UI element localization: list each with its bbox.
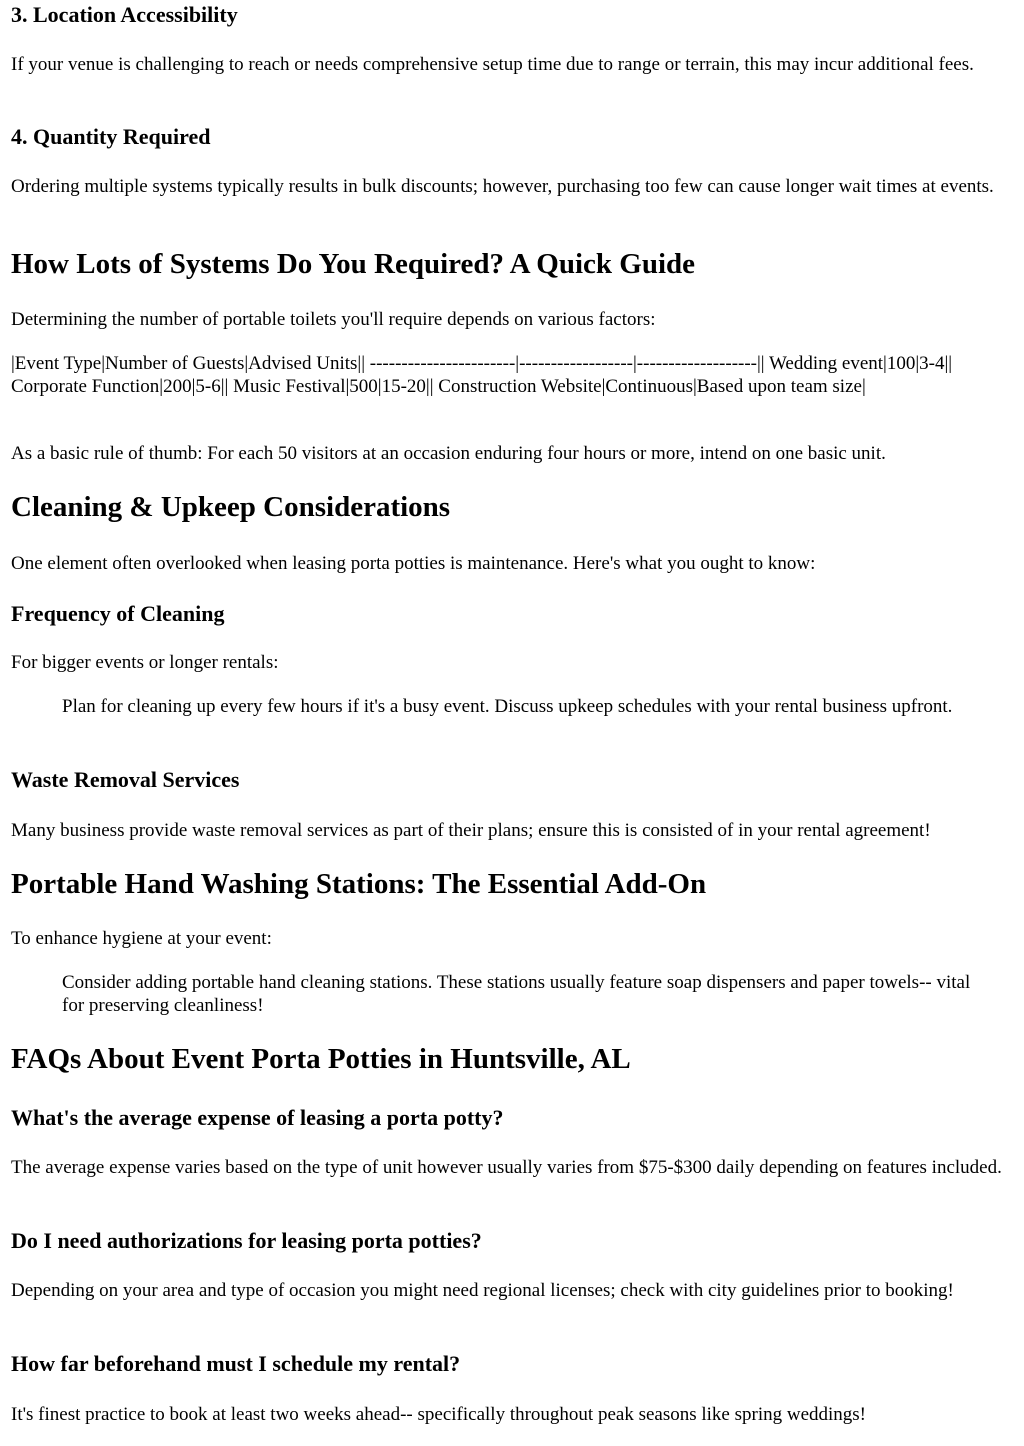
paragraph-units-table-text: |Event Type|Number of Guests|Advised Units|| -----------------------|------------------|-------------------|| Wedding event|100|3-4|| Corporate Function|200|5-6|| Music Festival|500|15-20|| Construction Website|Continuous|Based upon team size| <box>11 353 953 397</box>
heading-faqs: FAQs About Event Porta Potties in Huntsville, AL <box>11 1043 631 1075</box>
heading-quick-guide: How Lots of Systems Do You Required? A Quick Guide <box>11 248 696 280</box>
faq-question-authorizations: Do I need authorizations for leasing porta potties? <box>11 1228 482 1253</box>
heading-hand-washing: Portable Hand Washing Stations: The Essential Add-On <box>11 868 707 900</box>
paragraph-rule-of-thumb: As a basic rule of thumb: For each 50 visitors at an occasion enduring four hours or more, intend on one basic unit. <box>11 443 886 464</box>
faq-question-schedule-rental: How far beforehand must I schedule my rental? <box>11 1351 461 1376</box>
heading-location-accessibility: 3. Location Accessibility <box>11 2 238 27</box>
heading-quantity-required: 4. Quantity Required <box>11 124 211 149</box>
heading-frequency-of-cleaning: Frequency of Cleaning <box>11 601 225 626</box>
paragraph-determining-units: Determining the number of portable toilets you'll require depends on various factors: <box>11 309 656 330</box>
faq-answer-schedule-rental: It's finest practice to book at least two weeks ahead-- specifically throughout peak seasons like spring weddings! <box>11 1404 867 1425</box>
blockquote-hand-stations: Consider adding portable hand cleaning stations. These stations usually feature soap dispensers and paper towels-- vital for preserving cleanliness! <box>62 972 971 1016</box>
faq-answer-authorizations: Depending on your area and type of occasion you might need regional licenses; check with city guidelines prior to booking! <box>11 1280 954 1301</box>
faq-question-average-expense: What's the average expense of leasing a porta potty? <box>11 1105 504 1130</box>
paragraph-enhance-hygiene: To enhance hygiene at your event: <box>11 928 272 949</box>
heading-waste-removal: Waste Removal Services <box>11 767 240 792</box>
heading-cleaning-upkeep: Cleaning & Upkeep Considerations <box>11 491 451 523</box>
faq-answer-average-expense: The average expense varies based on the type of unit however usually varies from $75-$300 daily depending on features included. <box>11 1157 1002 1178</box>
paragraph-waste-removal: Many business provide waste removal services as part of their plans; ensure this is consisted of in your rental agreement! <box>11 820 931 841</box>
paragraph-maintenance-intro: One element often overlooked when leasing porta potties is maintenance. Here's what you ought to know: <box>11 553 816 574</box>
paragraph-bigger-events: For bigger events or longer rentals: <box>11 652 279 673</box>
paragraph-location-accessibility: If your venue is challenging to reach or needs comprehensive setup time due to range or terrain, this may incur additional fees. <box>11 54 974 75</box>
paragraph-quantity-required: Ordering multiple systems typically results in bulk discounts; however, purchasing too few can cause longer wait times at events. <box>11 176 994 197</box>
blockquote-cleaning-plan: Plan for cleaning up every few hours if it's a busy event. Discuss upkeep schedules with your rental business upfront. <box>62 696 953 717</box>
